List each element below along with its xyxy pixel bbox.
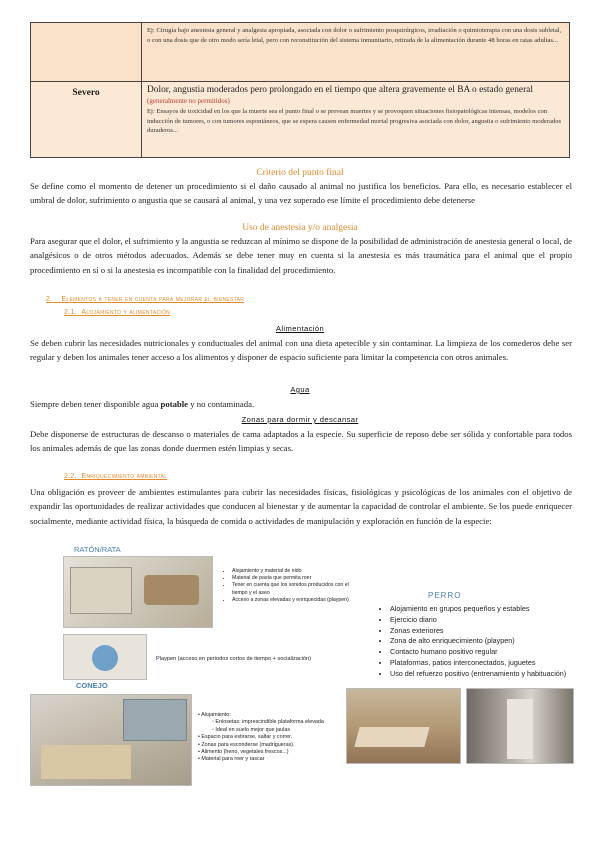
list-item: • Plataformas, patios interconectados, juguetes xyxy=(390,658,600,669)
row1-example: Ej: Cirugía bajo anestesia general y analgesia apropiada, asociada con dolor o sufrimiento posquirúrgicos, irradiación o quimioterapia con una dosis subletal, o con una dosis que de otro modo sería letal, pero con reconstitución del sistema inmunitario, retirada de la alimentación durante 48 horas en ratas adultas... xyxy=(142,23,570,82)
conejo-label: CONEJO xyxy=(76,681,108,690)
section22-title: Enriquecimiento ambiental xyxy=(81,473,168,480)
list-item: • Tener en cuenta que los sonidos producidos con el tiempo y el aseo xyxy=(232,582,362,596)
perro-bullets xyxy=(378,604,600,680)
agua-text-after: y no contaminada. xyxy=(188,399,255,409)
agua-text-before: Siempre deben tener disponible agua xyxy=(30,399,161,409)
list-item: ◦ Ideal en suelo mejor que jaulas xyxy=(212,726,291,733)
perro-label: PERRO xyxy=(428,591,462,600)
severity-table xyxy=(30,22,570,158)
section21-num: 2.1. xyxy=(64,309,77,316)
conejo-list xyxy=(198,712,348,764)
conejo-sub-bullet-text: Enlosetas: imprescindible plataforma elevada xyxy=(215,719,324,726)
table-row xyxy=(31,23,570,82)
row2-content xyxy=(142,82,570,158)
section21-heading xyxy=(64,309,170,316)
list-item: • Alimento (heno, vegetales frescos...) xyxy=(198,749,289,756)
criterio-text: Se define como el momento de detener un procedimiento si el daño causado al animal no justifica los beneficios. Para ello, es necesario establecer el umbral de dolor, sufrimiento o angustia que se causará al animal, y una vez superado ese límite el procedimiento debe detenerse xyxy=(30,181,572,206)
agua-text xyxy=(30,397,572,411)
conejo-bullet-text: Material para roer y rascar xyxy=(201,756,265,763)
conejo-bullet-text: Zonas para esconderse (madrigueras). xyxy=(201,741,295,748)
alimentacion-title: Alimentación xyxy=(275,324,325,333)
alimentacion-text: Se deben cubrir las necesidades nutricionales y conductuales del animal con una dieta apetecible y sin contaminar. La limpieza de los comederos debe ser regular y deben los animales tener acceso a los alimentos y disponer de espacio suficiente para limitar la competencia con otros animales. xyxy=(30,338,572,363)
floor-shape xyxy=(41,745,131,779)
playpen-text: Playpen (acceso en periodos cortos de tiempo + socialización) xyxy=(156,656,311,662)
conejo-bullet-text: Alimento (heno, vegetales frescos...) xyxy=(201,749,289,756)
agua-text-bold: potable xyxy=(160,399,189,409)
section21-title: Alojamiento y alimentación xyxy=(81,309,171,316)
platform-shape xyxy=(354,727,429,747)
conejo-sub-bullet-text: Ideal en suelo mejor que jaulas xyxy=(215,726,291,733)
corridor-shape xyxy=(507,699,533,759)
row2-example: Ej: Ensayos de toxicidad en los que la muerte sea el punto final o se prevean muertes y se provoquen situaciones fisiopatológicas intensas, modelos con inducción de tumores, o con tumores espontáneos, que se espera causen enfermedad mortal progresiva asociada con dolor, angustia o sufrimiento moderados duraderos... xyxy=(147,108,562,135)
list-item: • Material para roer y rascar xyxy=(198,756,265,763)
row2-title-text: Dolor, angustia moderados pero prolongado en el tiempo que altera gravemente el BA o estado general xyxy=(147,85,533,95)
agua-title: Agua xyxy=(290,385,310,394)
zonas-title: Zonas para dormir y descansar xyxy=(241,415,359,424)
wheel-shape xyxy=(92,645,118,671)
row2-title xyxy=(147,85,564,107)
table-cell-empty xyxy=(31,23,142,82)
list-item: • Uso del refuerzo positivo (entrenamiento y habituación) xyxy=(390,669,600,680)
list-item: • Zona de alto enriquecimiento (playpen) xyxy=(390,636,600,647)
raton-bullets xyxy=(222,568,362,604)
section22-heading xyxy=(64,473,167,480)
list-item: • Zonas para esconderse (madrigueras). xyxy=(198,741,295,748)
list-item: • Espacio para estirarse, saltar y correr. xyxy=(198,734,293,741)
raton-cage-photo xyxy=(63,556,213,628)
section2-title: Elementos a tener en cuenta para mejorar el bienestar xyxy=(61,296,245,303)
enriquecimiento-text: Una obligación es proveer de ambientes estimulantes para cubrir las necesidades físicas, fisiológicas y psicológicas de los animales con el objetivo de expandir las oportunidades de realizar actividades que conducen al bienestar y de aumentar la capacidad de controlar el ambiente. Se los puede enriquecer socialmente, mediante actividad física, la búsqueda de comida o actividades de manipulación y exploración en función de la especie: xyxy=(30,487,572,526)
table-row xyxy=(31,82,570,158)
conejo-bullet-text: Espacio para estirarse, saltar y correr. xyxy=(201,734,293,741)
section2-num: 2. xyxy=(46,296,53,303)
conejo-photo xyxy=(30,694,192,786)
perro-outdoor-photo xyxy=(346,688,461,764)
zonas-text: Debe disponerse de estructuras de descanso o materiales de cama adaptados a la especie. Su superficie de reposo debe ser sólida y confortable para todos los animales además de que las zonas donde duermen estén limpias y secas. xyxy=(30,429,572,454)
cage-shape xyxy=(123,699,187,741)
list-item: • Ejercicio diario xyxy=(390,615,600,626)
list-item: ◦ Enlosetas: imprescindible plataforma elevada xyxy=(212,719,324,726)
row2-label: Severo xyxy=(31,82,142,158)
playpen-photo xyxy=(63,634,147,680)
list-item: • Alojamiento en grupos pequeños y estables xyxy=(390,604,600,615)
nest-shape xyxy=(144,575,199,605)
section2-heading xyxy=(46,296,244,303)
list-item: • Zonas exteriores xyxy=(390,626,600,637)
row2-note: (generalmente no permitidos) xyxy=(147,97,230,105)
list-item: • Alojamiento: xyxy=(198,712,231,718)
list-item: • Material de pasta que permita roer xyxy=(232,575,362,582)
list-item: • Acceso a zonas elevadas y enriquecidas (playpen) xyxy=(232,597,362,604)
list-item: • Contacto humano positivo regular xyxy=(390,647,600,658)
raton-label: RATÓN/RATA xyxy=(74,545,121,554)
anestesia-title: Uso de anestesia y/o analgesia xyxy=(242,223,358,233)
cage-shape xyxy=(70,567,132,614)
section22-num: 2.2. xyxy=(64,473,77,480)
criterio-title: Criterio del punto final xyxy=(256,168,344,178)
list-item: • Alojamiento y material de nido xyxy=(232,568,362,575)
conejo-bullet-text: Alojamiento: xyxy=(201,712,231,718)
perro-kennel-photo xyxy=(466,688,574,764)
anestesia-text: Para asegurar que el dolor, el sufrimiento y la angustia se reduzcan al mínimo se dispone de la posibilidad de administración de anestesia general o local, de analgésicos o de otros métodos adecuados. Además se debe tener muy en cuenta si la anestesia es más traumática para el animal que el propio procedimiento en sí o si la anestesia es incompatible con la finalidad del procedimiento. xyxy=(30,236,572,275)
